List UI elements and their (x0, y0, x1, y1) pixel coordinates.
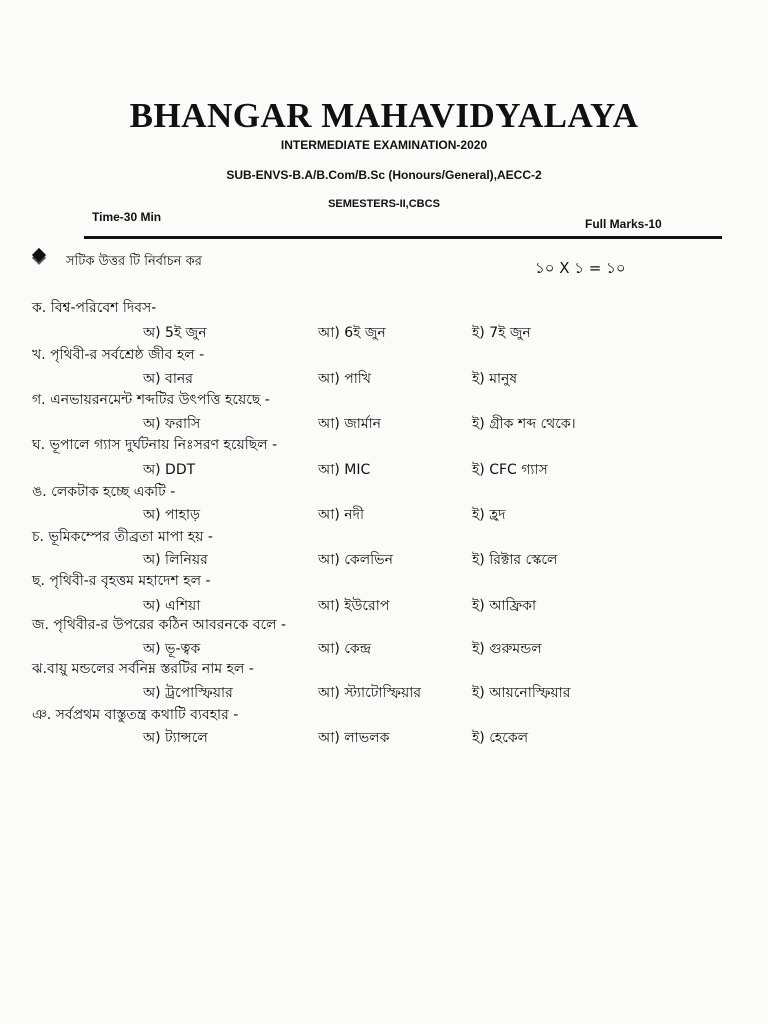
question-9-option-b: আ) স্ট্যাটোস্ফিয়ার (318, 685, 422, 701)
instruction-text: সটিক উত্তর টি নির্বাচন কর (66, 254, 202, 269)
question-1-option-a: অ) 5ই জুন (143, 325, 207, 341)
marks-formula: ১০ X ১ = ১০ (535, 259, 626, 277)
question-7-option-c: ই) আফ্রিকা (472, 598, 537, 614)
question-10-option-c: ই) হেকেল (472, 730, 529, 746)
question-7: ছ. পৃথিবী-র বৃহত্তম মহাদেশ হল - (32, 573, 211, 589)
question-2: খ. পৃথিবী-র সর্বশ্রেষ্ঠ জীব হল - (32, 347, 205, 363)
question-1: ক. বিশ্ব-পরিবেশ দিবস- (32, 300, 157, 316)
question-3-option-a: অ) ফরাসি (143, 416, 201, 432)
question-10-option-a: অ) ট্যান্সলে (143, 730, 208, 746)
question-8-option-b: আ) কেন্দ্র (318, 641, 372, 657)
question-4: ঘ. ভূপালে গ্যাস দুর্ঘটনায় নিঃসরণ হয়েছিল - (32, 437, 278, 453)
question-7-option-a: অ) এশিয়া (143, 598, 201, 614)
question-5-option-a: অ) পাহাড় (143, 507, 201, 523)
question-10: ঞ. সর্বপ্রথম বাস্তুতন্ত্র কথাটি ব্যবহার - (32, 707, 239, 723)
diamond-bullet-icon (32, 248, 46, 262)
question-5-option-c: ই) হ্রদ (472, 507, 506, 523)
header-divider (84, 236, 722, 239)
question-4-option-c: ই) CFC গ্যাস (472, 462, 548, 478)
question-3-option-c: ই) গ্রীক শব্দ থেকে। (472, 416, 576, 432)
question-2-option-c: ই) মানুষ (472, 371, 518, 387)
college-title: BHANGAR MAHAVIDYALAYA (129, 96, 639, 135)
question-5-option-b: আ) নদী (318, 507, 364, 523)
question-9-option-a: অ) ট্রপোস্ফিয়ার (143, 685, 233, 701)
question-6-option-c: ই) রিক্টার স্কেলে (472, 552, 558, 568)
question-1-option-c: ই) 7ই জুন (472, 325, 531, 341)
question-5: ঙ. লেকটাক হচ্ছে একটি - (32, 484, 176, 500)
subject-line: SUB-ENVS-B.A/B.Com/B.Sc (Honours/General),AECC-2 (226, 168, 542, 182)
question-1-option-b: আ) 6ই জুন (318, 325, 386, 341)
question-4-option-a: অ) DDT (143, 462, 196, 478)
question-9-option-c: ই) আয়নোস্ফিয়ার (472, 685, 571, 701)
question-7-option-b: আ) ইউরোপ (318, 598, 390, 614)
question-2-option-b: আ) পাখি (318, 371, 372, 387)
question-8-option-a: অ) ভূ-ত্বক (143, 641, 201, 657)
question-8: জ. পৃথিবীর-র উপরের কঠিন আবরনকে বলে - (32, 617, 287, 633)
question-6: চ. ভূমিকম্পের তীব্রতা মাপা হয় - (32, 529, 213, 545)
full-marks: Full Marks-10 (585, 217, 662, 231)
exam-title: INTERMEDIATE EXAMINATION-2020 (280, 138, 488, 152)
question-8-option-c: ই) গুরুমন্ডল (472, 641, 542, 657)
time-limit: Time-30 Min (92, 210, 162, 224)
semester-line: SEMESTERS-II,CBCS (328, 198, 440, 210)
question-2-option-a: অ) বানর (143, 371, 193, 387)
question-3-option-b: আ) জার্মান (318, 416, 382, 432)
question-3: গ. এনভায়রনমেন্ট শব্দটির উৎপত্তি হয়েছে - (32, 392, 270, 408)
question-10-option-b: আ) লাভলক (318, 730, 390, 746)
question-4-option-b: আ) MIC (318, 462, 371, 478)
question-9: ঝ.বায়ু মন্ডলের সর্বনিম্ন স্তরটির নাম হল - (32, 661, 254, 677)
question-6-option-a: অ) লিনিয়র (143, 552, 208, 568)
question-6-option-b: আ) কেলভিন (318, 552, 393, 568)
